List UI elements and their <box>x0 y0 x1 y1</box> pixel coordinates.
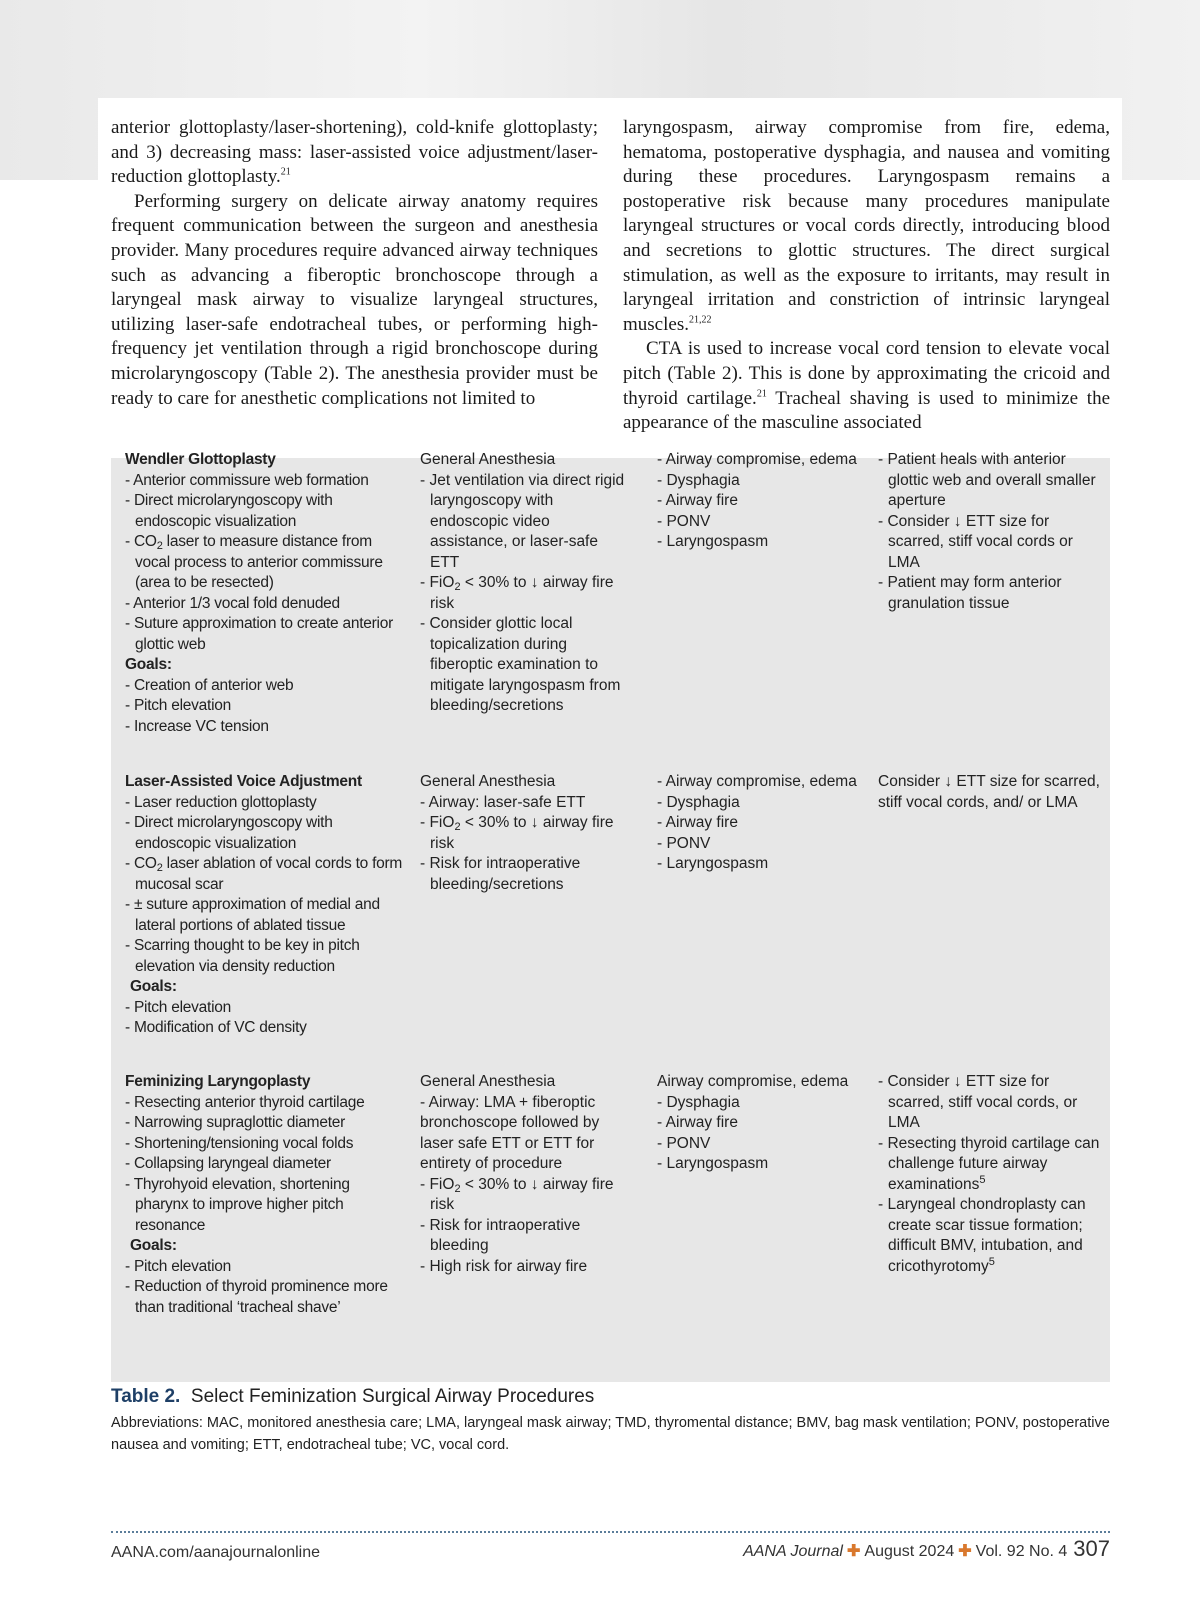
list-item: - Dysphagia <box>657 793 740 811</box>
citation: 5 <box>979 1173 986 1186</box>
list-item: - Laser reduction glottoplasty <box>125 793 317 811</box>
list-item: - PONV <box>657 834 711 852</box>
list-item: - Airway: LMA + fiberoptic bronchoscope followed by laser safe ETT or ETT for entirety of procedure <box>420 1093 600 1172</box>
list-item: - Dysphagia <box>657 1093 740 1111</box>
consideration-text: Consider ↓ ETT size for scarred, stiff vocal cords, and/ or LMA <box>878 773 1100 811</box>
list-item: - Thyrohyoid elevation, shortening pharynx to improve higher pitch resonance <box>125 1175 350 1234</box>
list-item: - Anterior commissure web formation <box>125 471 369 489</box>
list-item: - Risk for intraoperative bleeding/secretions <box>420 855 581 893</box>
list-item: - $CO_2$ laser ablation of vocal cords to form mucosal scar <box>125 855 403 893</box>
goal-item: - Creation of anterior web <box>125 676 294 694</box>
list-item: - Laryngospasm <box>657 855 769 872</box>
list-item: Airway compromise, edema <box>657 1073 849 1090</box>
complications-cell <box>657 450 857 553</box>
list-item: - Jet ventilation via direct rigid laryngoscopy with endoscopic video assistance, or laser-safe ETT <box>420 471 625 571</box>
list-item: - Airway: laser-safe ETT <box>420 793 586 811</box>
issue-date: August 2024 <box>864 1543 955 1560</box>
list-item: - Laryngospasm <box>657 533 769 550</box>
complications-cell <box>657 1072 857 1175</box>
list-item: - Anterior 1/3 vocal fold denuded <box>125 594 340 612</box>
list-item: - Airway compromise, edema <box>657 451 857 468</box>
list-item: - Risk for intraoperative bleeding <box>420 1216 581 1254</box>
anesthesia-heading: General Anesthesia <box>420 1073 556 1090</box>
procedure-title: Feminizing Laryngoplasty <box>125 1073 311 1090</box>
list-item: - Narrowing supraglottic diameter <box>125 1114 346 1131</box>
procedure-title: Wendler Glottoplasty <box>125 451 276 468</box>
footer-divider <box>111 1531 1110 1533</box>
procedure-cell <box>125 450 403 737</box>
list-item: - Collapsing laryngeal diameter <box>125 1155 331 1172</box>
list-item: - Patient may form anterior granulation tissue <box>878 574 1062 612</box>
list-item: - FiO$_2$ < 30% to ↓ airway fire risk <box>420 814 614 852</box>
citation: 21 <box>280 166 291 178</box>
anesthesia-heading: General Anesthesia <box>420 451 556 468</box>
list-item: - Scarring thought to be key in pitch elevation via density reduction <box>125 937 360 975</box>
list-item: - $CO_2$ laser to measure distance from vocal process to anterior commissure (area to be resected) <box>125 533 383 591</box>
list-item: - Laryngospasm <box>657 1155 769 1172</box>
goal-item: - Modification of VC density <box>125 1019 307 1036</box>
list-item: - Airway fire <box>657 492 738 509</box>
list-item: - Airway fire <box>657 1114 738 1131</box>
considerations-cell <box>878 1072 1103 1277</box>
list-item: - Shortening/tensioning vocal folds <box>125 1134 354 1152</box>
list-item: - Resecting anterior thyroid cartilage <box>125 1093 365 1111</box>
list-item: - Laryngeal chondroplasty can create scar tissue formation; difficult BMV, intubation, and cricothyrotomy$^5$ <box>878 1196 1086 1275</box>
list-item: - Airway compromise, edema <box>657 773 857 790</box>
table-caption <box>111 1384 1111 1456</box>
caption-title <box>111 1384 1111 1410</box>
list-item: - Direct microlaryngoscopy with endoscopic visualization <box>125 814 333 852</box>
list-item: - ± suture approximation of medial and lateral portions of ablated tissue <box>125 896 380 934</box>
cross-icon: ✚ <box>846 1543 861 1560</box>
body-column-left <box>111 116 598 411</box>
journal-name: AANA Journal <box>743 1543 843 1560</box>
paragraph: Performing surgery on delicate airway anatomy requires frequent communication between the surgeon and anesthesia provider. Many procedures require advanced airway techniques such as advancing a fiberoptic bronchoscope through a laryngeal mask airway to visualize laryngeal structures, utilizing laser-safe endotracheal tubes, or performing high-frequency jet ventilation through a rigid bronchoscope during microlaryngoscopy (Table 2). The anesthesia provider must be ready to care for anesthetic complications not limited to <box>111 190 598 409</box>
list-item: - Airway fire <box>657 814 738 831</box>
journal-issue-info <box>743 1536 1110 1562</box>
goal-item: - Pitch elevation <box>125 998 232 1016</box>
list-item: - Dysphagia <box>657 471 740 489</box>
goal-item: - Pitch elevation <box>125 1257 232 1275</box>
journal-website-link[interactable]: AANA.com/aanajournalonline <box>111 1544 321 1561</box>
list-item: - Consider glottic local topicalization during fiberoptic examination to mitigate laryngospasm from bleeding/secretions <box>420 615 621 714</box>
procedure-title: Laser-Assisted Voice Adjustment <box>125 773 362 790</box>
goal-item: - Increase VC tension <box>125 717 269 735</box>
list-item: - Direct microlaryngoscopy with endoscopic visualization <box>125 492 333 530</box>
citation: 5 <box>988 1255 995 1268</box>
list-item: - FiO$_2$ < 30% to ↓ airway fire risk <box>420 1175 614 1213</box>
considerations-cell <box>878 450 1103 614</box>
goals-label: Goals: <box>130 1237 177 1254</box>
list-item: - High risk for airway fire <box>420 1257 588 1275</box>
citation: 21 <box>756 388 767 400</box>
page-number: 307 <box>1073 1536 1110 1561</box>
considerations-cell <box>878 772 1103 813</box>
list-item: - Suture approximation to create anterior glottic web <box>125 615 394 653</box>
list-item: - PONV <box>657 1134 711 1152</box>
list-item: - Resecting thyroid cartilage can challenge future airway examinations$^5$ <box>878 1134 1100 1193</box>
complications-cell <box>657 772 857 875</box>
paragraph: CTA is used to increase vocal cord tension to elevate vocal pitch (Table 2). This is done by approximating the cricoid and thyroid cartilage.$^{21}$ Tracheal shaving is used to minimize the appearance of the masculine associated <box>623 338 1111 434</box>
paragraph: laryngospasm, airway compromise from fire, edema, hematoma, postoperative dysphagia, and nausea and vomiting during these procedures. Laryngospasm remains a postoperative risk because many procedures manipulate laryngeal structures or vocal cords directly, introducing blood and secretions to glottic structures. The direct surgical stimulation, as well as the exposure to irritants, may result in laryngeal irritation and constriction of intrinsic laryngeal muscles.$^{21,22}$ <box>623 117 1110 335</box>
caption-abbreviations: Abbreviations: MAC, monitored anesthesia care; LMA, laryngeal mask airway; TMD, thyromental distance; BMV, bag mask ventilation; PONV, postoperative nausea and vomiting; ETT, endotracheal tube; VC, vocal cord. <box>111 1415 1110 1453</box>
anesthesia-cell <box>420 1072 630 1277</box>
issue-volume: Vol. 92 No. 4 <box>975 1543 1068 1560</box>
anesthesia-cell <box>420 772 630 895</box>
caption-label: Table 2. <box>111 1386 181 1407</box>
cross-icon: ✚ <box>958 1543 972 1560</box>
procedure-cell <box>125 1072 403 1318</box>
goals-label: Goals: <box>130 978 177 995</box>
goal-item: - Reduction of thyroid prominence more than traditional ‘tracheal shave’ <box>125 1278 388 1316</box>
caption-text: Select Feminization Surgical Airway Procedures <box>190 1386 595 1407</box>
list-item: - Consider ↓ ETT size for scarred, stiff vocal cords, or LMA <box>878 1073 1078 1131</box>
anesthesia-heading: General Anesthesia <box>420 773 556 790</box>
list-item: - Consider ↓ ETT size for scarred, stiff vocal cords or LMA <box>878 512 1073 571</box>
procedures-table <box>111 451 1110 1382</box>
goal-item: - Pitch elevation <box>125 697 232 714</box>
body-column-right <box>623 116 1110 436</box>
paragraph: anterior glottoplasty/laser-shortening), cold-knife glottoplasty; and 3) decreasing mass: laser-assisted voice adjustment/laser-reduction glottoplasty.$^{21}$ <box>111 117 598 188</box>
list-item: - FiO$_2$ < 30% to ↓ airway fire risk <box>420 574 614 612</box>
list-item: - PONV <box>657 512 711 530</box>
page-footer <box>111 1536 1110 1566</box>
procedure-cell <box>125 772 403 1039</box>
goals-label: Goals: <box>125 656 172 673</box>
anesthesia-cell <box>420 450 630 717</box>
list-item: - Patient heals with anterior glottic web and overall smaller aperture <box>878 451 1096 509</box>
citation: 21,22 <box>688 314 712 326</box>
